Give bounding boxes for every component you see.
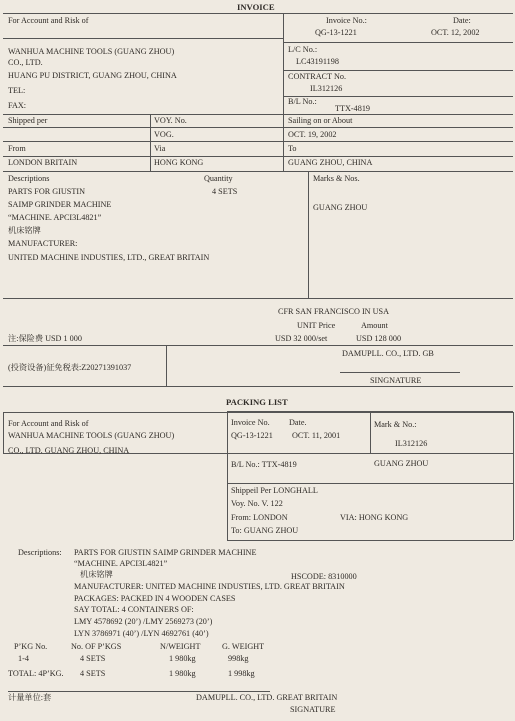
- invoice-no-label: Invoice No.: [231, 418, 270, 427]
- voy-value: VOG.: [154, 130, 174, 139]
- table-cell: 998kg: [228, 654, 249, 663]
- desc-line: “MACHINE. APCI3L4821”: [8, 213, 102, 222]
- total-label: TOTAL: 4P’KG.: [8, 669, 64, 678]
- buyer-name-2: CO., LTD.: [8, 58, 43, 67]
- voy-no-label: VOY. No.: [154, 116, 187, 125]
- rule: [283, 13, 284, 171]
- rule: [3, 156, 513, 157]
- desc-line: 机床铭牌: [80, 570, 113, 579]
- bl-no: B/L No.: TTX-4819: [231, 460, 297, 469]
- contract-no: IL312126: [310, 84, 343, 93]
- rule: [227, 412, 228, 540]
- desc-line: LYN 3786971 (40’) /LYN 4692761 (40’): [74, 629, 209, 638]
- for-account-label: For Account and Risk of: [8, 16, 89, 25]
- for-account-label: For Account and Risk of: [8, 419, 89, 428]
- desc-line: LMY 4578692 (20’) /LMY 2569273 (20’): [74, 617, 213, 626]
- quantity-value: 4 SETS: [212, 187, 238, 196]
- rule: [3, 141, 513, 142]
- desc-line: 机床铭牌: [8, 226, 41, 235]
- marks-value: GUANG ZHOU: [313, 203, 368, 212]
- bl-no-label: B/L No.:: [288, 97, 317, 106]
- lc-no: LC43191198: [296, 57, 339, 66]
- marks-place: GUANG ZHOU: [374, 459, 429, 468]
- packing-date: OCT. 11, 2001: [292, 431, 341, 440]
- rule: [308, 171, 309, 298]
- table-cell: 1 980kg: [169, 654, 196, 663]
- rule: [227, 483, 513, 484]
- contract-no-label: CONTRACT No.: [288, 72, 347, 81]
- table-cell: 1-4: [18, 654, 29, 663]
- desc-line: PARTS FOR GIUSTIN SAIMP GRINDER MACHINE: [74, 548, 257, 557]
- rule: [166, 345, 167, 386]
- desc-line: MANUFACTURER: UNITED MACHINE INDUSTIES, LTD. GREAT BRITAIN: [74, 582, 345, 591]
- to-label: To: [288, 144, 297, 153]
- rule: [283, 42, 513, 43]
- desc-line: SAY TOTAL: 4 CONTAINERS OF:: [74, 605, 194, 614]
- total-cell: 1 980kg: [169, 669, 196, 678]
- column-header: N/WEIGHT: [160, 642, 201, 651]
- rule: [283, 96, 513, 97]
- invoice-no: QG-13-1221: [231, 431, 273, 440]
- to-value: GUANG ZHOU, CHINA: [288, 158, 373, 167]
- rule: [150, 114, 151, 171]
- column-header: No. OF P’KGS: [71, 642, 122, 651]
- descriptions-label: Descriptions:: [18, 548, 62, 557]
- insurance-note: 注:保险费 USD 1 000: [8, 334, 82, 343]
- rule: [3, 38, 283, 39]
- sailing-label: Sailing on or About: [288, 116, 353, 125]
- column-header: P’KG No.: [14, 642, 48, 651]
- signature-label: SINGNATURE: [370, 376, 422, 385]
- tax-note: (投资设备)征免税表:Z20271391037: [8, 363, 132, 372]
- marks-no: IL312126: [395, 439, 428, 448]
- from-label: From: [8, 144, 26, 153]
- amount-label: Amount: [361, 321, 388, 330]
- unit-price-value: USD 32 000/set: [275, 334, 328, 343]
- seller-name: DAMUPLL. CO., LTD. GREAT BRITAIN: [196, 693, 338, 702]
- rule: [370, 412, 371, 453]
- amount-value: USD 128 000: [356, 334, 402, 343]
- desc-line: MANUFACTURER:: [8, 239, 78, 248]
- desc-line: “MACHINE. APCI3L4821”: [74, 559, 168, 568]
- rule: [513, 412, 514, 540]
- total-cell: 1 998kg: [228, 669, 255, 678]
- via-label: Via: [154, 144, 166, 153]
- desc-line: UNITED MACHINE INDUSTIES, LTD., GREAT BRITAIN: [8, 253, 210, 262]
- total-cell: 4 SETS: [80, 669, 106, 678]
- rule: [3, 412, 513, 413]
- seller-name: DAMUPLL. CO., LTD. GB: [342, 349, 434, 358]
- rule: [283, 70, 513, 71]
- packing-heading: PACKING LIST: [226, 397, 288, 407]
- rule: [8, 691, 270, 692]
- invoice-no-label: Invoice No.:: [326, 16, 367, 25]
- buyer-name: WANHUA MACHINE TOOLS (GUANG ZHOU): [8, 431, 175, 440]
- fax-label: FAX:: [8, 101, 27, 110]
- rule: [3, 386, 513, 387]
- quantity-label: Quantity: [204, 174, 233, 183]
- rule: [3, 13, 513, 14]
- rule: [3, 345, 513, 346]
- invoice-heading: INVOICE: [237, 2, 275, 12]
- buyer-address: HUANG PU DISTRICT, GUANG ZHOU, CHINA: [8, 71, 177, 80]
- unit-price-label: UNIT Price: [297, 321, 336, 330]
- desc-line: PACKAGES: PACKED IN 4 WOODEN CASES: [74, 594, 236, 603]
- buyer-name: WANHUA MACHINE TOOLS (GUANG ZHOU): [8, 47, 175, 56]
- rule: [3, 171, 513, 172]
- marks-label: Mark & No.:: [374, 420, 417, 429]
- bl-no: TTX-4819: [335, 104, 371, 113]
- via: VIA: HONG KONG: [340, 513, 409, 522]
- marks-label: Marks & Nos.: [313, 174, 360, 183]
- price-terms: CFR SAN FRANCISCO IN USA: [278, 307, 390, 316]
- desc-line: SAIMP GRINDER MACHINE: [8, 200, 112, 209]
- desc-line: PARTS FOR GIUSTIN: [8, 187, 86, 196]
- rule: [340, 372, 460, 373]
- from-value: LONDON BRITAIN: [8, 158, 78, 167]
- voy-no: Voy. No. V. 122: [231, 499, 283, 508]
- table-cell: 4 SETS: [80, 654, 106, 663]
- lc-no-label: L/C No.:: [288, 45, 318, 54]
- buyer-name-2: CO., LTD. GUANG ZHOU, CHINA: [8, 446, 130, 455]
- shipped-per: Shippeil Per LONGHALL: [231, 486, 318, 495]
- column-header: G. WEIGHT: [222, 642, 265, 651]
- unit-note: 计量单位:套: [8, 693, 52, 702]
- rule: [3, 127, 513, 128]
- rule: [3, 412, 4, 453]
- signature-label: SIGNATURE: [290, 705, 336, 714]
- invoice-no: QG-13-1221: [315, 28, 357, 37]
- from: From: LONDON: [231, 513, 288, 522]
- date-label: Date:: [453, 16, 471, 25]
- tel-label: TEL:: [8, 86, 26, 95]
- via-value: HONG KONG: [154, 158, 204, 167]
- rule: [3, 114, 513, 115]
- date-label: Date.: [289, 418, 307, 427]
- hscode: HSCODE: 8310000: [291, 572, 357, 581]
- invoice-date: OCT. 12, 2002: [431, 28, 480, 37]
- rule: [227, 540, 513, 541]
- rule: [3, 298, 513, 299]
- shipped-per-label: Shipped per: [8, 116, 48, 125]
- to: To: GUANG ZHOU: [231, 526, 299, 535]
- descriptions-label: Descriptions: [8, 174, 50, 183]
- sailing-date: OCT. 19, 2002: [288, 130, 337, 139]
